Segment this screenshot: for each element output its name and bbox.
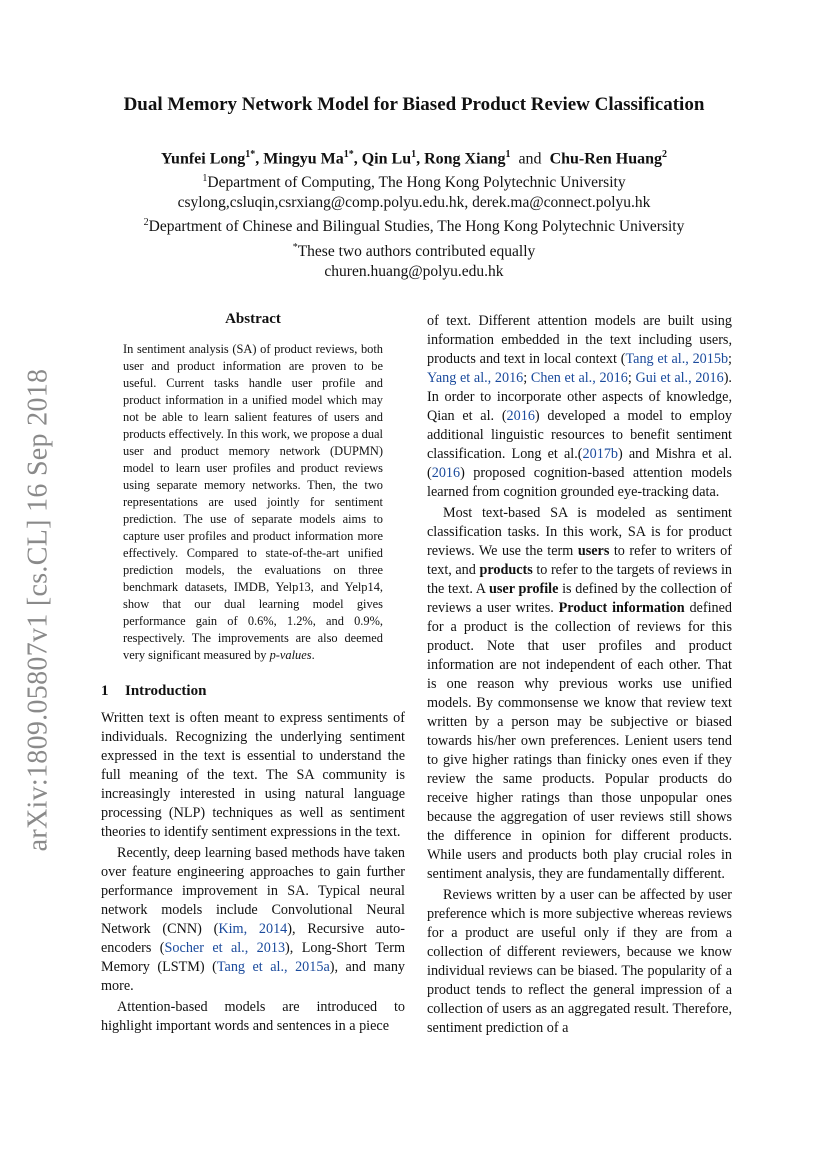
equal-contribution-note: *These two authors contributed equally	[292, 241, 536, 260]
citation-link[interactable]: Tang et al., 2015a	[216, 959, 330, 975]
citation-link[interactable]: Socher et al., 2013	[164, 940, 286, 956]
author-name: Yunfei Long	[160, 150, 246, 168]
arxiv-identifier: arXiv:1809.05807v1 [cs.CL] 16 Sep 2018	[22, 368, 53, 852]
body-paragraph: Reviews written by a user can be affected by user preference which is more subjective whereas reviews for a product are useful only if they are from a collection of different reviewers, because we know individual reviews can be biased. The popularity of a product tends to reflect the general impression of a collection of users as an aggregated result. Therefore, sentiment prediction of a	[427, 887, 732, 1036]
body-paragraph: of text. Different attention models are built using information embedded in the text including users, products and text in local context (Tang et al., 2015b; Yang et al., 2016; Chen et al., 2016; Gui et al., 2016). In order to incorporate other aspects of knowledge, Qian et al. (2016) developed a model to employ additional linguistic resources to benefit sentiment classification. Long et al.(2017b) and Mishra et al.(2016) proposed cognition-based attention models learned from cognition grounded eye-tracking data.	[427, 313, 732, 500]
citation-link[interactable]: Gui et al., 2016	[635, 370, 724, 386]
citation-link[interactable]: Chen et al., 2016	[530, 370, 628, 386]
right-column	[427, 312, 732, 1038]
citation-link[interactable]: Yang et al., 2016	[427, 370, 524, 386]
citation-link[interactable]: Tang et al., 2015b	[625, 351, 729, 367]
citation-link[interactable]: 2016	[431, 465, 461, 481]
paper-title: Dual Memory Network Model for Biased Product Review Classification	[123, 94, 705, 115]
intro-paragraph: Written text is often meant to express sentiments of individuals. Recognizing the underlying sentiment expressed in the text is essential to understand the full meaning of the text. The SA community is increasingly interested in using natural language processing (NLP) techniques as well as sentiment theories to identify sentiment expressions in the text.	[101, 710, 405, 840]
author-block	[0, 145, 828, 282]
arxiv-sidebar	[8, 365, 68, 855]
abstract-heading: Abstract	[225, 311, 281, 327]
email-2: churen.huang@polyu.edu.hk	[324, 262, 504, 280]
author-name: Qin Lu	[361, 150, 412, 168]
emails-1: csylong,csluqin,csrxiang@comp.polyu.edu.hk, derek.ma@connect.polyu.hk	[177, 194, 651, 212]
author-name: Chu-Ren Huang	[549, 150, 663, 168]
author-name: Mingyu Ma	[263, 150, 344, 168]
affiliation-2: $^2$Department of Chinese and Bilingual Studies, The Hong Kong Polytechnic University	[143, 217, 685, 236]
left-column	[101, 310, 405, 1036]
citation-link[interactable]: Kim, 2014	[218, 921, 288, 937]
section-heading-introduction: 1 Introduction	[101, 683, 207, 699]
citation-link[interactable]: 2016	[506, 408, 535, 424]
author-and: and	[518, 150, 542, 168]
affiliation-1: $^1$Department of Computing, The Hong Kong Polytechnic University	[202, 173, 626, 192]
abstract-text: In sentiment analysis (SA) of product reviews, both user and product information are proven to be useful. Current tasks handle user profile and product information in a unified model which may not be able to learn salient features of users and products effectively. In this work, we propose a dual user and product memory network (DUPMN) model to learn user profiles and product reviews using separate memory networks. Then, the two representations are used jointly for sentiment prediction. The use of separate models aims to capture user profiles and product information more effectively. Compared to state-of-the-art unified prediction models, the evaluations on three benchmark datasets, IMDB, Yelp13, and Yelp14, show that our dual learning model gives performance gain of 0.6%, 1.2%, and 0.9%, respectively. The improvements are also deemed very significant measured by p-values.	[123, 342, 383, 662]
intro-paragraph: Recently, deep learning based methods have taken over feature engineering approaches to gain further performance improvement in SA. Typical neural network models include Convolutional Neural Network (CNN) (Kim, 2014), Recursive auto-encoders (Socher et al., 2013), Long-Short Term Memory (LSTM) (Tang et al., 2015a), and many more.	[101, 845, 406, 994]
intro-paragraph: Attention-based models are introduced to highlight important words and sentences in a piece	[101, 999, 405, 1034]
author-names: Yunfei Long$^{1*}$, Mingyu $Ma^{1*}$, Qin Lu$^1$, Rong Xiang$^1$ and Chu-Ren Huang$^2$	[160, 149, 668, 168]
body-paragraph: Most text-based SA is modeled as sentiment classification tasks. In this work, SA is for product reviews. We use the term users to refer to writers of text, and products to refer to the targets of reviews in the text. A user profile is defined by the collection of reviews a user writes. Product information defined for a product is the collection of reviews for this product. Note that user profiles and product information are not independent of each other. That is one reason why previous works use unified models. By commonsense we know that review text written by a person may be subjective or biased towards his/her own preferences. Lenient users tend to give higher ratings than finicky ones even if they review the same products. Popular products do receive higher ratings than those unpopular ones because the aggregation of user reviews still shows the difference in opinion for different products. While users and products both play crucial roles in sentiment analysis, they are fundamentally different.	[427, 505, 732, 882]
author-name: Rong Xiang	[424, 150, 506, 168]
citation-link[interactable]: 2017b	[582, 446, 618, 462]
